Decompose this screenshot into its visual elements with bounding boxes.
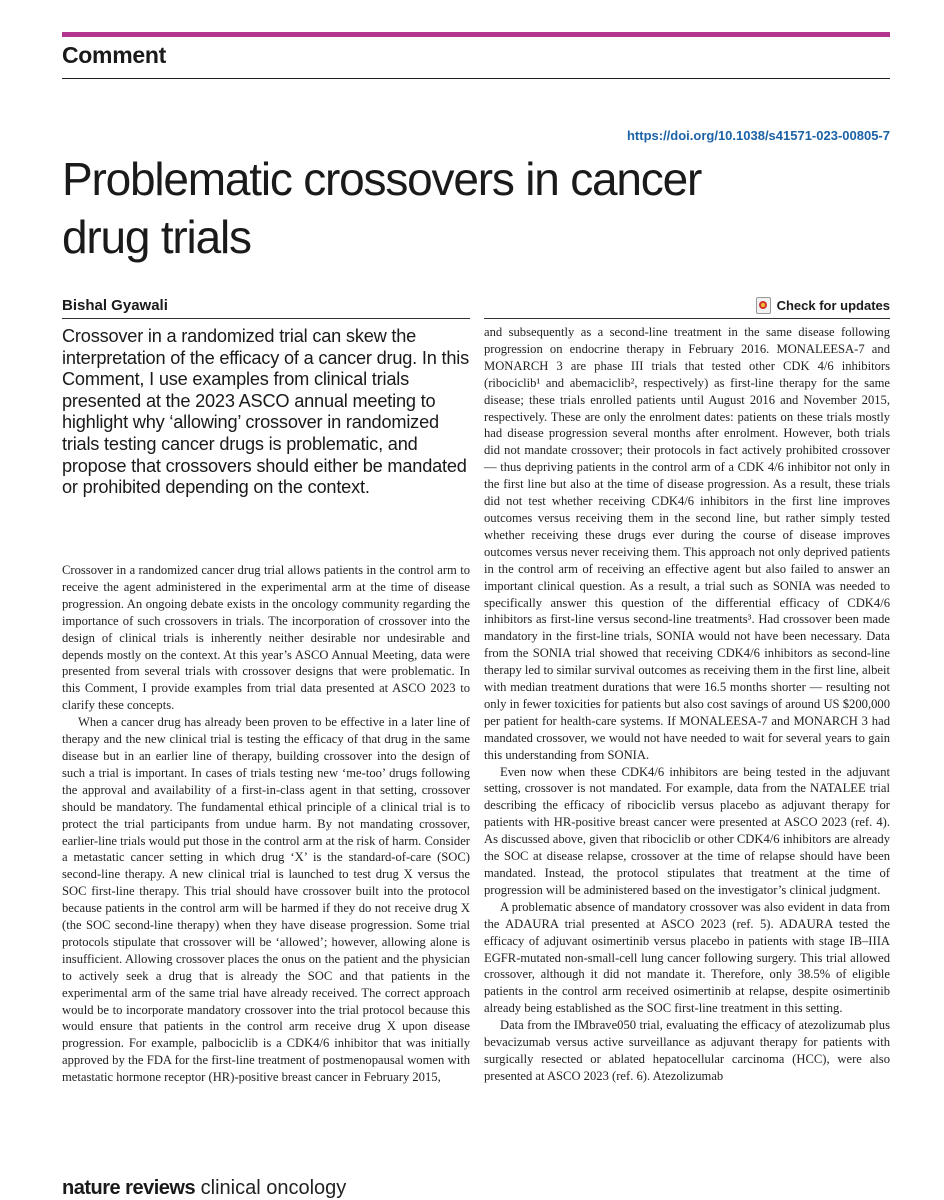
right-column-rule <box>484 318 890 319</box>
crossmark-icon <box>756 297 771 314</box>
section-label: Comment <box>62 42 166 68</box>
check-for-updates-button[interactable] <box>756 297 890 314</box>
section-divider <box>62 78 890 79</box>
body-paragraph: When a cancer drug has already been proven to be effective in a later line of therapy and the new clinical trial is testing the efficacy of that drug in the same disease but in an earlier line of therapy, building crossover into the design of such a trial is important. In cases of trials testing new ‘me-too’ drugs following the approval and availability of a first-in-class agent in that setting, crossover should be mandatory. The fundamental ethical principle of a clinical trial is to protect the trial participants from undue harm. By not mandating crossover, earlier-line trials would put those in the control arm at the risk of harm. Consider a metastatic cancer setting in which drug ‘X’ is the standard-of-care (SOC) second-line therapy. A new clinical trial is launched to test drug X versus the SOC first-line therapy. This trial should have crossover built into the protocol because patients in the control arm will be harmed if they do not receive drug X (the SOC second-line therapy) when they have disease progression. Some trial protocols stipulate that crossover will be ‘allowed’; however, allowing alone is insufficient. Allowing crossover places the onus on the patient and the physician to actively seek a drug that is already the SOC and that patients in the experimental arm of the same trial have already received. The correct approach would be to incorporate mandatory crossover into the trial protocol because this would ensure that patients in the control arm receive drug X upon disease progression. For example, palbociclib is a CDK4/6 inhibitor that was initially approved by the FDA for the first-line treatment of postmenopausal women with metastatic hormone receptor (HR)-positive breast cancer in February 2015, <box>62 715 470 1085</box>
left-column-rule <box>62 318 470 319</box>
journal-footer <box>62 1177 346 1200</box>
author-name: Bishal Gyawali <box>62 297 168 314</box>
body-paragraph: Crossover in a randomized cancer drug trial allows patients in the control arm to receive the agent administered in the experimental arm at the time of disease progression. An ongoing debate exists in the oncology community regarding the importance of such crossovers in trials. The incorporation of crossover into the design of clinical trials is inherently neither desirable nor undesirable and depends mostly on the context. At this year’s ASCO Annual Meeting, data were presented from several trials with crossover designs that were problematic. In this Comment, I provide examples from trial data presented at ASCO 2023 to clarify these concepts. <box>62 563 470 713</box>
journal-name: clinical oncology <box>200 1177 347 1199</box>
article-title: Problematic crossovers in cancer drug trials <box>62 153 702 263</box>
right-column-body <box>484 324 890 1085</box>
body-paragraph: A problematic absence of mandatory crossover was also evident in data from the ADAURA trial presented at ASCO 2023 (ref. 5). ADAURA tested the efficacy of adjuvant osimertinib versus placebo in patients with stage IB–IIIA EGFR-mutated non-small-cell lung cancer following surgery. This trial allowed crossover, although it did not mandate it. Therefore, only 38.5% of eligible patients in the control arm received osimertinib at relapse, despite osimertinib already being established as the SOC first-line treatment in this setting. <box>484 899 890 1016</box>
journal-brand: nature reviews <box>62 1177 196 1199</box>
check-for-updates-label: Check for updates <box>776 298 890 313</box>
body-paragraph: Data from the IMbrave050 trial, evaluating the efficacy of atezolizumab plus bevacizumab versus active surveillance as adjuvant therapy for patients with surgically resected or ablated hepatocellular carcinoma (HCC), were also presented at ASCO 2023 (ref. 6). Atezolizumab <box>484 1018 890 1083</box>
body-paragraph: Even now when these CDK4/6 inhibitors are being tested in the adjuvant setting, crossover is not mandated. For example, data from the NATALEE trial describing the efficacy of ribociclib versus placebo as adjuvant therapy for patients with HR-positive breast cancer were presented at ASCO 2023 (ref. 4). As discussed above, given that ribociclib or other CDK4/6 inhibitors are already the SOC at disease relapse, crossover at the time of relapse should have been mandated. Instead, the protocol stipulates that treatment at the time of progression will be administered based on the investigator’s clinical judgment. <box>484 764 890 897</box>
top-accent-rule <box>62 32 890 37</box>
doi-link[interactable]: https://doi.org/10.1038/s41571-023-00805-7 <box>626 128 890 143</box>
left-column-body <box>62 562 470 1086</box>
body-paragraph: and subsequently as a second-line treatment in the same disease following progression on endocrine therapy in February 2016. MONALEESA-7 and MONARCH 3 are phase III trials that tested other CDK 4/6 inhibitors (ribociclib¹ and abemaciclib², respectively) as first-line therapy for the same disease; these trials enrolled patients until August 2016 and November 2015, respectively. These are only the enrolment dates: patients on these trials mostly had disease progression several months after enrolment. However, both trials did not mandate crossover; their protocols in fact actively prohibited crossover — thus depriving patients in the control arm of a CDK 4/6 inhibitor not only in the first line but also at the time of disease progression. As a result, these trials did not test whether receiving CDK4/6 inhibitors in the first line improves outcomes versus receiving them in the second line, but rather simply tested whether receiving these drugs ever during the course of disease improves outcomes versus never receiving them. This approach not only deprived patients in the control arm of receiving an effective agent but also failed to answer an important clinical question. As a result, a trial such as SONIA was needed to specifically answer this question of the differential efficacy of CDK4/6 inhibitors as first-line versus second-line treatments³. Had crossover been made mandatory in the first-line trials, SONIA would not have been necessary. Data from the SONIA trial showed that receiving CDK4/6 inhibitors as second-line therapy led to similar survival outcomes as receiving them in the first line, albeit with median treatment durations that were 16.5 months shorter — resulting not only in fewer toxicities for patients but also cost savings of around US $200,000 per patient for health-care systems. If MONALEESA-7 and MONARCH 3 had mandated crossover, we would not have needed to wait for several years to gain this understanding from SONIA. <box>484 325 890 762</box>
abstract: Crossover in a randomized trial can skew the interpretation of the efficacy of a cancer drug. In this Comment, I use examples from clinical trials presented at the 2023 ASCO annual meeting to highlight why ‘allowing’ crossover in randomized trials testing cancer drugs is problematic, and propose that crossovers should either be mandated or prohibited depending on the context. <box>62 326 470 498</box>
